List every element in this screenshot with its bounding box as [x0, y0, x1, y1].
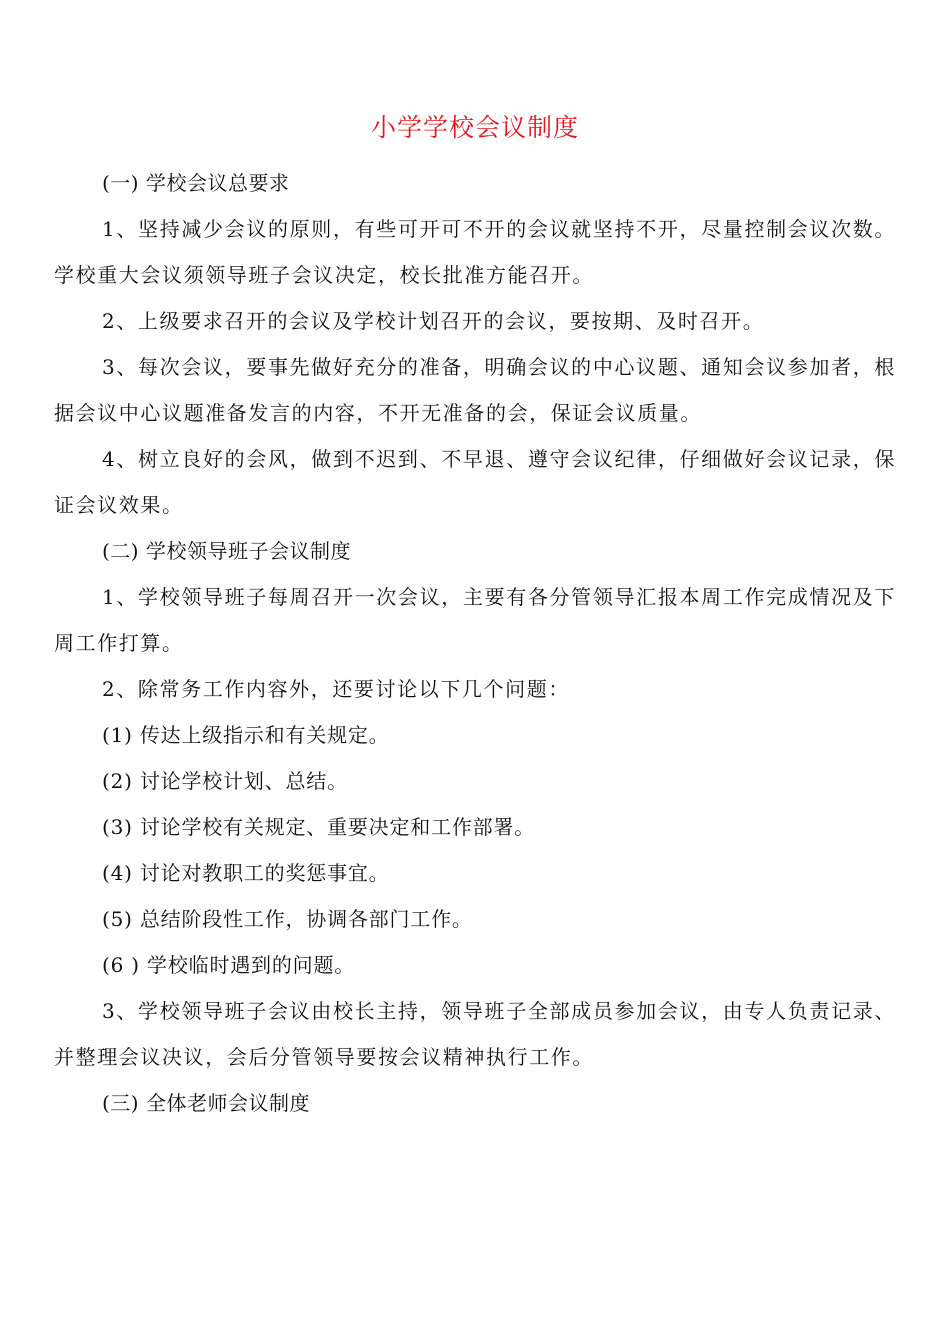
paragraph: 1、坚持减少会议的原则，有些可开可不开的会议就坚持不开，尽量控制会议次数。学校重大会议须领导班子会议决定，校长批准方能召开。	[54, 217, 896, 287]
paragraph: 4、树立良好的会风，做到不迟到、不早退、遵守会议纪律，仔细做好会议记录，保证会议效果。	[54, 447, 896, 517]
paragraph: 3、每次会议，要事先做好充分的准备，明确会议的中心议题、通知会议参加者，根据会议中心议题准备发言的内容，不开无准备的会，保证会议质量。	[54, 355, 896, 425]
section-heading-3: (三) 全体老师会议制度	[102, 1091, 310, 1115]
document-body	[54, 160, 896, 1126]
list-item: (1) 传达上级指示和有关规定。	[102, 723, 390, 747]
document-title: 小学学校会议制度	[370, 113, 579, 142]
paragraph: 1、学校领导班子每周召开一次会议，主要有各分管领导汇报本周工作完成情况及下周工作打算。	[54, 585, 896, 655]
paragraph: 2、除常务工作内容外，还要讨论以下几个问题：	[102, 677, 570, 701]
paragraph: 3、学校领导班子会议由校长主持，领导班子全部成员参加会议，由专人负责记录、并整理会议决议，会后分管领导要按会议精神执行工作。	[54, 999, 896, 1069]
list-item: (6 ) 学校临时遇到的问题。	[102, 953, 356, 977]
list-item: (3) 讨论学校有关规定、重要决定和工作部署。	[102, 815, 536, 839]
list-item: (5) 总结阶段性工作，协调各部门工作。	[102, 907, 473, 931]
section-heading-1: (一) 学校会议总要求	[102, 171, 290, 195]
paragraph: 2、上级要求召开的会议及学校计划召开的会议，要按期、及时召开。	[102, 309, 765, 333]
list-item: (4) 讨论对教职工的奖惩事宜。	[102, 861, 390, 885]
list-item: (2) 讨论学校计划、总结。	[102, 769, 348, 793]
section-heading-2: (二) 学校领导班子会议制度	[102, 539, 351, 563]
